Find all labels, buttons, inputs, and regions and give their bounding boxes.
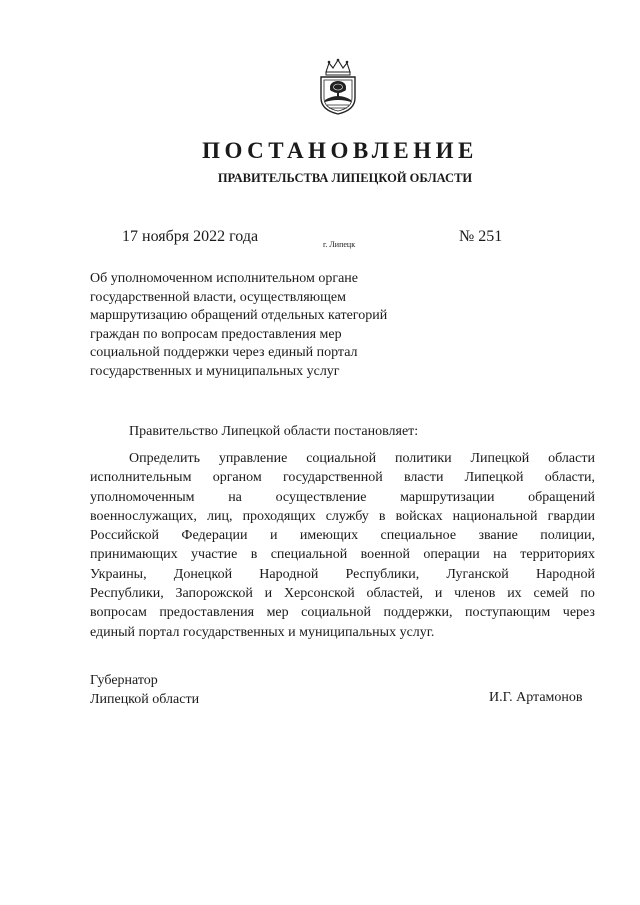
paragraph-word: мер: [266, 605, 289, 621]
paragraph-word: специальное: [380, 528, 457, 544]
paragraph-word: вопросам: [90, 605, 147, 621]
paragraph-word: участие: [191, 547, 238, 563]
paragraph-word: Народной: [535, 566, 595, 582]
paragraph-word: маршрутизации: [400, 489, 495, 505]
paragraph-word: в: [250, 547, 258, 563]
paragraph-word: Запорожской: [175, 586, 253, 602]
paragraph-line: [90, 507, 595, 526]
subject-line: государственных и муниципальных услуг: [90, 363, 340, 379]
paragraph-word: области: [548, 451, 595, 466]
paragraph-word: военной: [360, 547, 411, 563]
paragraph-word: и: [269, 528, 278, 544]
paragraph-word: поддержки,: [383, 605, 453, 621]
signatory-region: Липецкой области: [90, 692, 200, 707]
subject-line: граждан по вопросам предоставления мер: [90, 326, 342, 342]
paragraph-word: социальной: [301, 605, 372, 621]
paragraph-word: по: [580, 586, 595, 602]
signatory-title: Губернатор: [90, 673, 158, 688]
subject-line: социальной поддержки через единый портал: [90, 345, 358, 361]
paragraph-word: исполнительным: [90, 470, 192, 486]
paragraph-word: Украины,: [90, 566, 147, 582]
paragraph-word: войсках: [395, 508, 443, 524]
paragraph-word: через: [562, 605, 595, 621]
paragraph-word: на: [228, 489, 242, 505]
paragraph-word: в: [378, 508, 386, 524]
paragraph-word: Липецкой: [464, 470, 524, 486]
paragraph-word: лиц,: [207, 508, 233, 524]
document-date: 17 ноября 2022 года: [122, 228, 259, 245]
paragraph-word: имеющих: [299, 528, 359, 544]
paragraph-word: и: [264, 586, 273, 602]
paragraph-word: Херсонской: [283, 586, 355, 602]
paragraph-word: социальной: [306, 451, 377, 466]
paragraph-word: Российской: [90, 528, 159, 544]
paragraph-word: государственной: [282, 470, 383, 486]
paragraph-word: специальной: [270, 547, 348, 563]
paragraph-word: гвардии: [547, 508, 595, 524]
paragraph-word: принимающих: [90, 547, 178, 563]
paragraph-word: членов: [454, 586, 496, 602]
paragraph-line: [90, 488, 595, 507]
document-title: ПОСТАНОВЛЕНИЕ: [202, 138, 478, 163]
document-number: № 251: [459, 228, 503, 245]
paragraph-word: обращений: [528, 489, 595, 505]
paragraph-line: [90, 449, 595, 468]
paragraph-word: единый портал государственных и муниципальных услуг.: [90, 624, 435, 640]
paragraph-word: звание: [478, 528, 518, 544]
paragraph-word: Федерации: [181, 528, 248, 544]
paragraph-word: проходящих: [242, 508, 316, 524]
paragraph-word: и: [434, 586, 443, 602]
issuing-authority: ПРАВИТЕЛЬСТВА ЛИПЕЦКОЙ ОБЛАСТИ: [217, 171, 473, 185]
paragraph-word: семей: [533, 586, 569, 602]
paragraph-word: военнослужащих,: [90, 508, 197, 524]
paragraph-word: области,: [544, 470, 595, 486]
paragraph-word: политики: [394, 451, 452, 466]
subject-line: Об уполномоченном исполнительном органе: [90, 271, 359, 286]
paragraph-word: операции: [423, 547, 480, 563]
paragraph-line: [90, 584, 595, 603]
subject-line: государственной власти, осуществляющем: [90, 289, 346, 305]
paragraph-word: Республики,: [345, 566, 420, 582]
paragraph-word: на: [493, 547, 507, 563]
paragraph-line: [90, 545, 595, 564]
paragraph-word: полиции,: [540, 528, 595, 544]
paragraph-word: областей,: [366, 586, 424, 602]
document-subject: [90, 270, 430, 382]
paragraph-word: службу: [325, 508, 369, 524]
paragraph-word: Народной: [259, 566, 319, 582]
paragraph-word: уполномоченным: [90, 489, 195, 505]
paragraph-word: предоставления: [159, 605, 255, 621]
paragraph-word: Липецкой: [470, 451, 530, 466]
paragraph-word: Определить: [129, 451, 200, 466]
paragraph-word: Донецкой: [173, 566, 233, 582]
resolution-paragraph: [90, 449, 595, 642]
paragraph-word: управление: [218, 451, 288, 466]
paragraph-word: поступающим: [465, 605, 551, 621]
paragraph-word: власти: [403, 470, 444, 486]
paragraph-line: [90, 565, 595, 584]
paragraph-line: [90, 603, 595, 622]
signatory-name: И.Г. Артамонов: [489, 690, 583, 705]
paragraph-line: [90, 468, 595, 487]
paragraph-word: Луганской: [446, 566, 509, 582]
paragraph-word: национальной: [452, 508, 538, 524]
lipetsk-coat-of-arms-icon: [317, 58, 359, 116]
paragraph-word: их: [507, 586, 522, 602]
paragraph-line: [90, 526, 595, 545]
paragraph-word: осуществление: [275, 489, 367, 505]
paragraph-word: органом: [212, 470, 262, 486]
subject-line: маршрутизацию обращений отдельных категорий: [90, 308, 388, 324]
preamble: Правительство Липецкой области постановляет:: [129, 424, 419, 439]
signatory-position: [90, 671, 199, 709]
paragraph-line: [90, 623, 595, 642]
paragraph-word: территориях: [520, 547, 595, 563]
document-place: г. Липецк: [323, 240, 356, 249]
paragraph-word: Республики,: [90, 586, 164, 602]
